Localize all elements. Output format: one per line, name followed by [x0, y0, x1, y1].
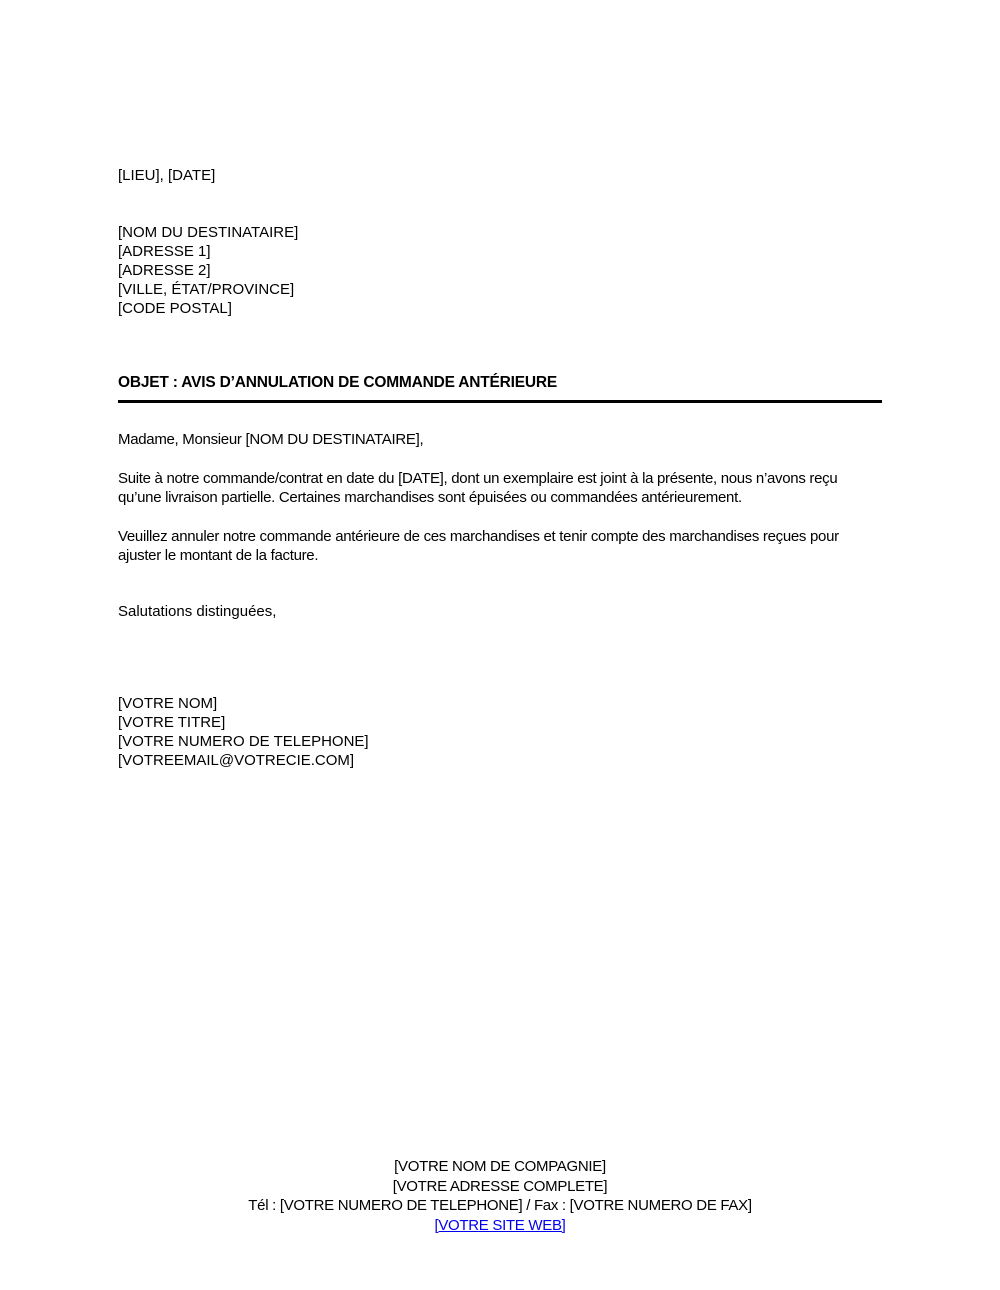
subject-divider	[118, 400, 882, 403]
closing: Salutations distinguées,	[118, 603, 277, 620]
footer-address: [VOTRE ADRESSE COMPLETE]	[392, 1177, 608, 1195]
signature-block	[118, 694, 882, 770]
body-paragraph-1: Suite à notre commande/contrat en date du [DATE], dont un exemplaire est joint à la présente, nous n’avons reçu qu’une livraison partielle. Certaines marchandises sont épuisées ou commandées antérieurement.	[118, 470, 838, 506]
signature-title: [VOTRE TITRE]	[118, 714, 226, 731]
signature-phone: [VOTRE NUMERO DE TELEPHONE]	[118, 733, 369, 750]
letter-body	[0, 166, 1000, 770]
recipient-city-state: [VILLE, ÉTAT/PROVINCE]	[118, 281, 295, 298]
footer-company-name: [VOTRE NOM DE COMPAGNIE]	[394, 1158, 606, 1175]
recipient-address-2: [ADRESSE 2]	[118, 262, 211, 279]
recipient-block	[118, 223, 882, 318]
signature-email: [VOTREEMAIL@VOTRECIE.COM]	[118, 752, 355, 769]
subject-line: OBJET : AVIS D’ANNULATION DE COMMANDE ANTÉRIEURE	[118, 374, 558, 391]
recipient-address-1: [ADRESSE 1]	[118, 243, 211, 260]
company-footer	[0, 1157, 1000, 1235]
signature-name: [VOTRE NOM]	[118, 695, 218, 712]
body-paragraph-2: Veuillez annuler notre commande antérieure de ces marchandises et tenir compte des marchandises reçues pour ajuster le montant de la facture.	[118, 528, 839, 564]
dateline: [LIEU], [DATE]	[118, 167, 216, 184]
recipient-name: [NOM DU DESTINATAIRE]	[118, 224, 299, 241]
footer-phone-fax: Tél : [VOTRE NUMERO DE TELEPHONE] / Fax : [VOTRE NUMERO DE FAX]	[248, 1197, 752, 1214]
website-link[interactable]: [VOTRE SITE WEB]	[434, 1216, 566, 1234]
salutation: Madame, Monsieur [NOM DU DESTINATAIRE],	[118, 431, 424, 448]
recipient-postal-code: [CODE POSTAL]	[118, 300, 232, 317]
